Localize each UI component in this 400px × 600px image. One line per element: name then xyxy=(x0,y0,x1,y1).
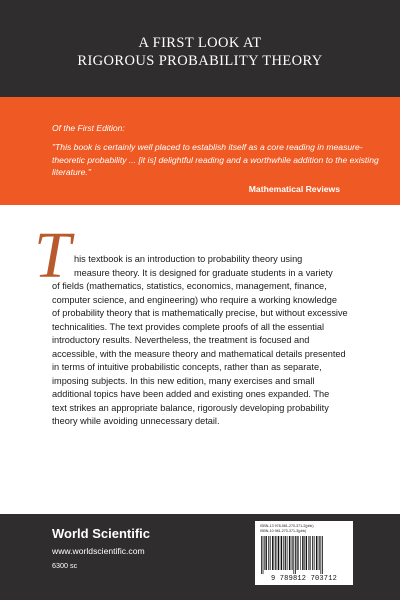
drop-cap: T xyxy=(34,219,71,292)
description-line: of fields (mathematics, statistics, economics, management, finance, xyxy=(52,281,327,291)
description-line: imposing subjects. In this new edition, many exercises and small xyxy=(52,375,315,386)
barcode-image xyxy=(260,536,348,574)
review-source: Mathematical Reviews xyxy=(248,184,340,194)
description-line: introductory results. Nevertheless, the treatment is focused and xyxy=(52,335,310,345)
description-line: measure theory. It is designed for graduate students in a variety xyxy=(74,267,333,278)
edition-label: Of the First Edition: xyxy=(52,123,125,133)
publisher-website: www.worldscientific.com xyxy=(52,546,145,556)
book-title-line-2: RIGOROUS PROBABILITY THEORY xyxy=(77,53,323,69)
description-line: of probability theory that is mathematically precise, but without excessive xyxy=(52,308,348,318)
description-line: in terms of intuitive probabilistic concepts, rather than as separate, xyxy=(52,362,322,372)
isbn-10: ISBN-10 981-270-371-3(pbk) xyxy=(260,529,307,533)
barcode-panel xyxy=(255,521,353,585)
description-line: accessible, with the measure theory and mathematical details presented xyxy=(52,348,346,359)
description-line: technicalities. The text provides complete proofs of all the essential xyxy=(52,321,325,332)
description-line: computer science, and engineering) who require a working knowledge xyxy=(52,294,337,305)
book-description xyxy=(52,253,382,429)
book-title-line-1: A FIRST LOOK AT xyxy=(138,35,262,51)
description-line: his textbook is an introduction to probability theory using xyxy=(74,254,303,264)
catalog-number: 6300 sc xyxy=(52,561,78,570)
isbn-13: ISBN-13 978-981-270-371-2(pbk) xyxy=(260,524,314,528)
description-line: theory while avoiding unnecessary detail. xyxy=(52,416,220,426)
barcode-number: 9 789812 703712 xyxy=(270,575,337,583)
review-band xyxy=(0,97,400,205)
description-line: text strikes an appropriate balance, rigorously developing probability xyxy=(52,402,329,413)
review-quote: "This book is certainly well placed to establish itself as a core reading in measure-theoretic probability ... [it is] delightful reading and a worthwhile addition to the existing literature." xyxy=(52,142,379,177)
publisher-name: World Scientific xyxy=(52,526,150,541)
description-line: additional topics have been added and existing ones expanded. The xyxy=(52,389,330,399)
title-band xyxy=(0,0,400,97)
